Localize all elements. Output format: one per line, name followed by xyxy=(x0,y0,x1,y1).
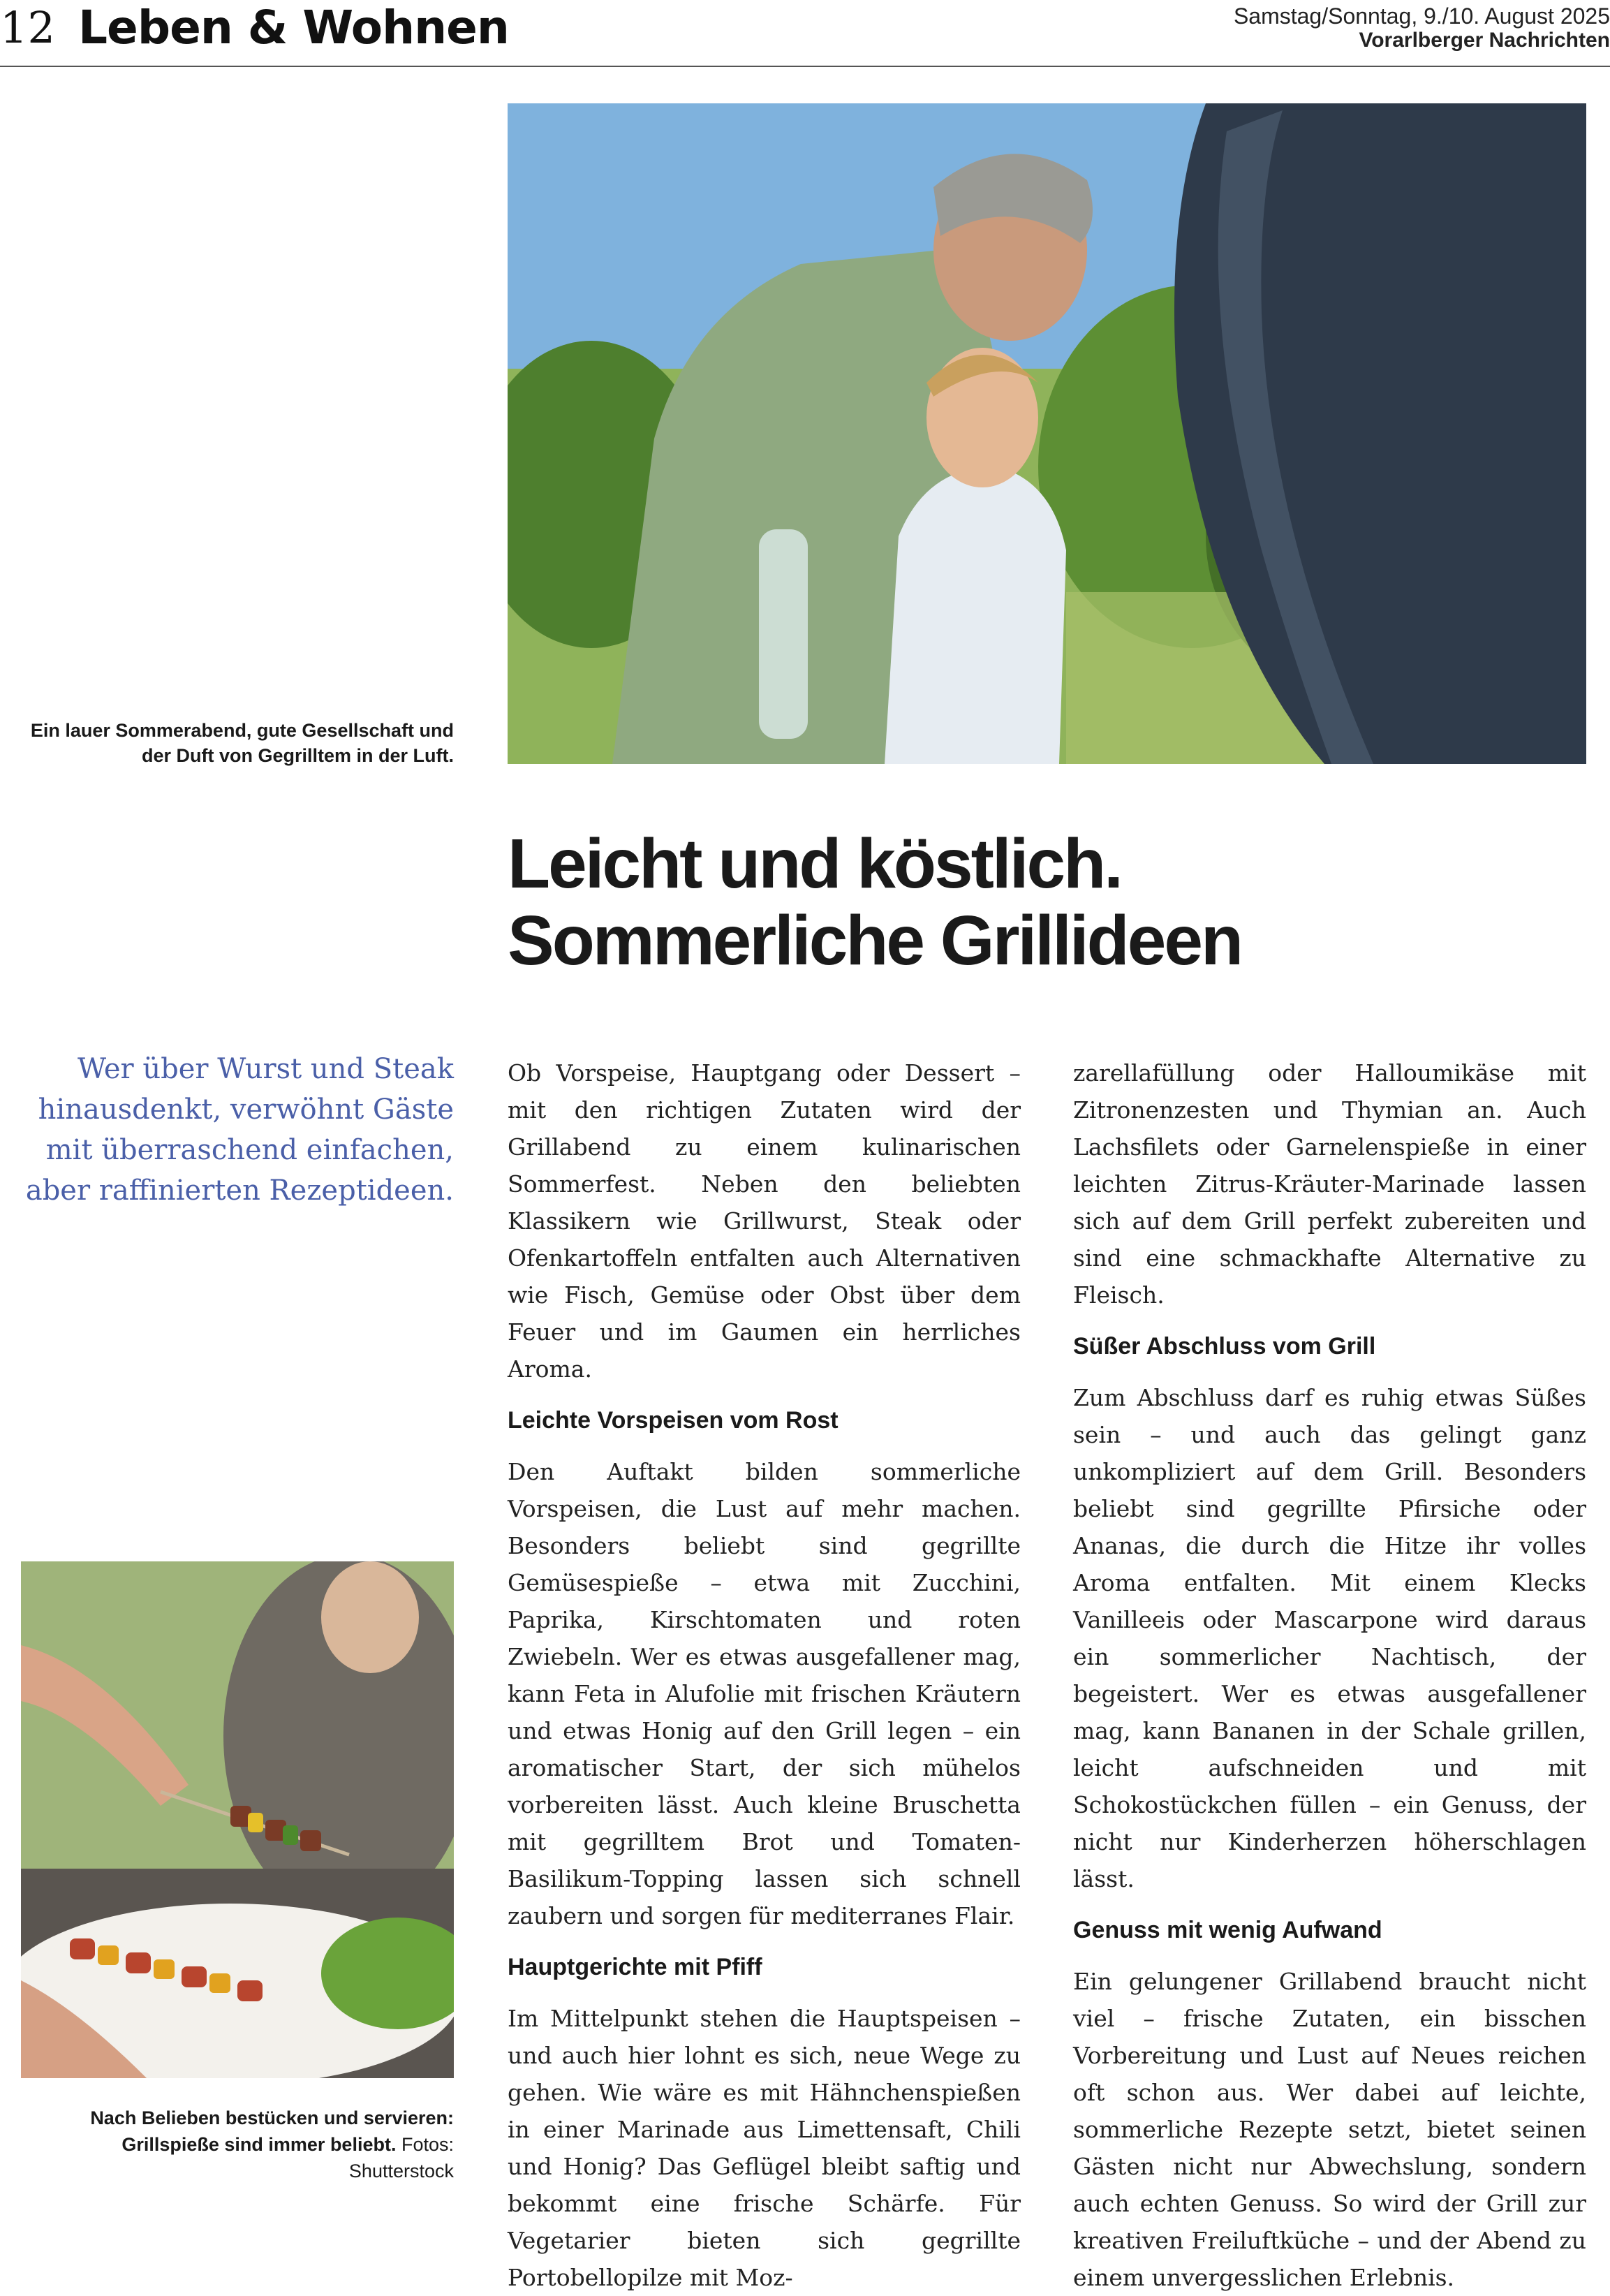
header-divider xyxy=(0,66,1610,67)
publication-name: Vorarlberger Nachrichten xyxy=(1359,29,1610,52)
top-photo-grill-family xyxy=(508,103,1586,764)
top-photo-caption: Ein lauer Sommerabend, gute Gesellschaft und der Duft von Gegrilltem in der Luft. xyxy=(30,720,454,766)
paragraph-genuss: Ein gelungener Grillabend braucht nicht viel – frische Zutaten, ein bisschen Vorbereitung und Lust auf Neues reichen oft schon aus. Wer dabei auf leichte, sommerliche Rezepte setzt, bietet seinen Gästen nicht nur Abwechslung, sondern auch echten Genuss. So wird der Grill zur kreativen Freiluftküche – und der Abend zu einem unvergesslichen Erlebnis. xyxy=(1073,1968,1586,2291)
bottom-photo-caption xyxy=(14,2105,454,2184)
article-headline xyxy=(508,825,1555,979)
page-number: 12 xyxy=(0,2,55,53)
bottom-caption-text: Nach Belieben bestücken und servieren: Grillspieße sind immer beliebt. xyxy=(90,2107,454,2155)
paragraph-hauptgerichte: Im Mittelpunkt stehen die Hauptspeisen – und auch hier lohnt es sich, neue Wege zu gehen. Wie wäre es mit Hähnchenspießen in einer Marinade aus Limettensaft, Chili und Honig? Das Geflügel bleibt saftig und bekommt eine frische Schärfe. Für Vegetarier bieten sich gegrillte Portobellopilze mit Moz- xyxy=(508,2005,1021,2291)
bottom-photo-skewers xyxy=(21,1561,454,2078)
subheading-genuss: Genuss mit wenig Aufwand xyxy=(1073,1917,1382,1943)
headline-line-1: Leicht und köstlich. xyxy=(508,825,1121,903)
photo-credit: Fotos: Shutterstock xyxy=(348,2134,454,2181)
headline-line-2: Sommerliche Grillideen xyxy=(508,902,1242,980)
article-intro: Ob Vorspeise, Hauptgang oder Dessert – mit den richtigen Zutaten wird der Grillabend zu einem kulinarischen Sommerfest. Neben den beliebten Klassikern wie Grillwurst, Steak oder Ofenkartoffeln entfalten auch Alternativen wie Fisch, Gemüse oder Obst über dem Feuer und im Gaumen ein herrliches Aroma. xyxy=(508,1059,1021,1383)
subheading-dessert: Süßer Abschluss vom Grill xyxy=(1073,1333,1376,1360)
subheading-hauptgerichte: Hauptgerichte mit Pfiff xyxy=(508,1954,762,1980)
subheading-vorspeisen: Leichte Vorspeisen vom Rost xyxy=(508,1407,839,1434)
article-lead: Wer über Wurst und Steak hinausdenkt, verwöhnt Gäste mit überraschend einfachen, aber raffinierten Rezeptideen. xyxy=(25,1053,454,1207)
article-column-right xyxy=(1073,1054,1586,2296)
article-column-middle xyxy=(508,1054,1021,2296)
paragraph-vorspeisen: Den Auftakt bilden sommerliche Vorspeisen, die Lust auf mehr machen. Besonders beliebt sind gegrillte Gemüsespieße – etwa mit Zucchini, Paprika, Kirschtomaten und roten Zwiebeln. Wer es etwas ausgefallener mag, kann Feta in Alufolie mit frischen Kräutern und etwas Honig auf den Grill legen – ein aromatischer Start, der sich mühelos vorbereiten lässt. Auch kleine Bruschetta mit gegrilltem Brot und Tomaten-Basilikum-Topping lassen sich schnell zaubern und sorgen für mediterranes Flair. xyxy=(508,1458,1021,1929)
section-title: Leben & Wohnen xyxy=(78,1,509,54)
issue-date: Samstag/Sonntag, 9./10. August 2025 xyxy=(1233,3,1610,29)
paragraph-dessert: Zum Abschluss darf es ruhig etwas Süßes sein – und auch das gelingt ganz unkompliziert auf dem Grill. Besonders beliebt sind gegrillte Pfirsiche oder Ananas, die durch die Hitze ihr volles Aroma entfalten. Mit einem Klecks Vanilleeis oder Mascarpone wird daraus ein sommerlicher Nachtisch, der begeistert. Wer es etwas ausgefallener mag, kann Bananen in der Schale grillen, leicht aufschneiden und mit Schokostückchen füllen – ein Genuss, der nicht nur Kinderherzen höherschlagen lässt. xyxy=(1073,1384,1586,1892)
paragraph-hauptgerichte-continued: zarellafüllung oder Halloumikäse mit Zitronenzesten und Thymian an. Auch Lachsfilets oder Garnelenspieße in einer leichten Zitrus-Kräuter-Marinade lassen sich auf dem Grill perfekt zubereiten und sind eine schmackhafte Alternative zu Fleisch. xyxy=(1073,1059,1586,1309)
